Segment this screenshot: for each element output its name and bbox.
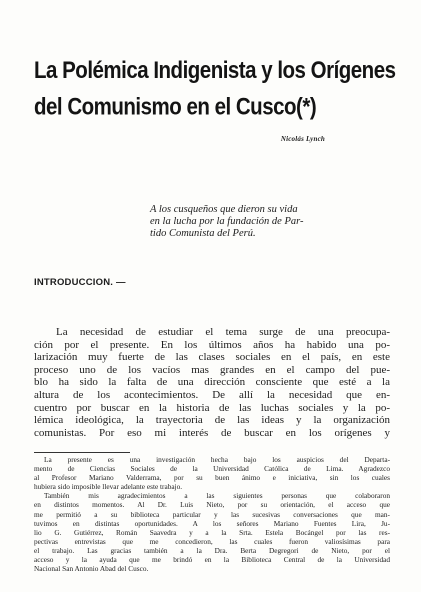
footnote-line: me permitió a su biblioteca particular y las sucesivas conversaciones que man-: [34, 509, 390, 519]
body-line: lémica ideológica, la trayectoria de las ideas y la organización: [34, 414, 390, 427]
body-line: altura de los acontecimientos. De allí la necesidad que en-: [34, 388, 390, 401]
footnote-line: en distintos momentos. Al Dr. Luis Nieto, por su orientación, el acceso que: [34, 500, 390, 510]
body-line: blo ha sido la falta de una dirección consciente que esté a la: [34, 376, 390, 389]
body-line: La necesidad de estudiar el tema surge de una preocupa-: [56, 326, 390, 338]
article-title: [34, 52, 394, 125]
footnote-line: lio G. Gutiérrez, Román Saavedra y a la Srta. Estela Bocángel por las res-: [34, 527, 390, 537]
dedication-line: tido Comunista del Perú.: [150, 228, 256, 239]
footnote-line: acceso y la ayuda que me brindó en la Biblioteca Central de la Universidad: [34, 555, 390, 565]
body-line: larización muy fuerte de las clases sociales en el país, en este: [34, 351, 390, 364]
footnote-line: Nacional San Antonio Abad del Cusco.: [34, 564, 149, 574]
footnote-line: tuvimos en distintas oportunidades. A los señores Mariano Fuentes Lira, Ju-: [34, 518, 390, 528]
footnote-line: mento de Ciencias Sociales de la Universidad Católica de Lima. Agradezco: [34, 464, 390, 474]
footnote-line: hubiera sido imposible llevar adelante este trabajo.: [34, 482, 183, 492]
footnote-line: pectivas entrevistas que me concedieron, las cuales fueron valiosísimas para: [34, 536, 390, 546]
footnote-line: La presente es una investigación hecha bajo los auspicios del Departa-: [44, 455, 390, 464]
body-line: proceso uno de los vacíos mas grandes en el campo del pue-: [34, 363, 390, 376]
body-line: cuentro por buscar en la historia de las luchas sociales y la po-: [34, 401, 390, 414]
footnote-divider: [34, 452, 130, 453]
section-heading: INTRODUCCION. —: [34, 277, 126, 288]
body-paragraph: [34, 326, 390, 439]
title-line-1: La Polémica Indigenista y los Orígenes: [34, 56, 396, 84]
footnote-line: al Profesor Mariano Valderrama, por su buen ánimo e iniciativa, sin los cuales: [34, 473, 390, 483]
footnote-line: También mis agradecimientos a las siguientes personas que colaboraron: [44, 491, 390, 501]
dedication-epigraph: [150, 204, 388, 240]
footnote-line: el trabajo. Las gracias también a la Dra. Berta Degregori de Nieto, por el: [34, 545, 390, 555]
author-name: Nicolás Lynch: [280, 135, 325, 143]
dedication-line: en la lucha por la fundación de Par-: [150, 216, 304, 227]
title-line-2: del Comunismo en el Cusco(*): [34, 93, 317, 121]
body-line: ción por el presente. En los últimos años ha habido una po-: [34, 338, 390, 351]
dedication-line: A los cusqueños que dieron su vida: [150, 204, 298, 215]
body-line: comunistas. Por eso mi interés de buscar en los orígenes y: [34, 426, 390, 439]
footnotes: [34, 455, 390, 573]
